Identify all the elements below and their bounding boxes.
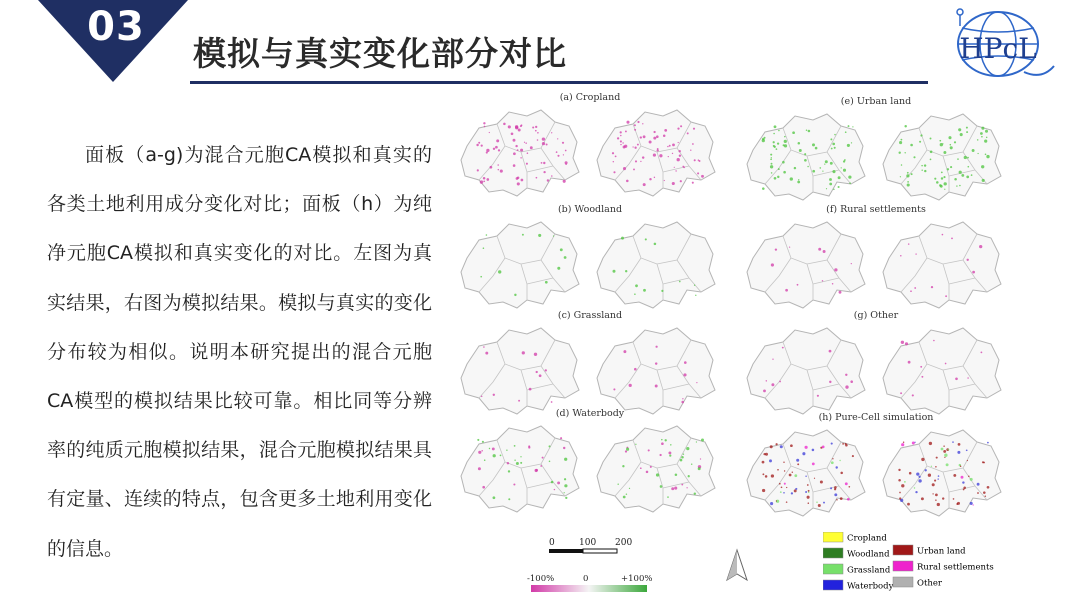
scale-bar xyxy=(545,536,655,558)
map-actual xyxy=(743,324,871,418)
legend-item xyxy=(893,577,943,589)
legend xyxy=(823,532,1023,598)
page-title: 模拟与真实变化部分对比 xyxy=(193,34,567,73)
map-actual xyxy=(457,218,585,312)
legend-swatch xyxy=(823,564,843,574)
logo-text xyxy=(959,32,1037,65)
color-bar xyxy=(525,572,655,598)
map-actual xyxy=(743,426,871,520)
comparison-figure xyxy=(455,92,1025,608)
legend-label: Woodland xyxy=(847,549,890,560)
map-actual xyxy=(457,422,585,516)
scale-tick-1: 100 xyxy=(579,538,597,548)
description-text: 面板（a-g)为混合元胞CA模拟和真实的各类土地利用成分变化对比；面板（h）为纯净元胞CA模拟和真实变化的对比。左图为真实结果，右图为模拟结果。模拟与真实的变化分布较为相似。说明本研究提出的混合元胞CA模型的模拟结果比较可靠。相比同等分辨率的纯质元胞模拟结果，混合元胞模拟结果具有定量、连续的特点，包含更多土地利用变化的信息。 xyxy=(47,144,432,560)
map-actual xyxy=(457,106,585,200)
map-simulated xyxy=(593,218,721,312)
figure-panel-b xyxy=(455,204,725,312)
legend-item xyxy=(823,548,890,560)
map-simulated xyxy=(879,324,1007,418)
figure-panel-a xyxy=(455,92,725,200)
map-simulated xyxy=(593,324,721,418)
panel-title: (g) Other xyxy=(853,310,899,321)
panel-title: (e) Urban land xyxy=(840,96,912,107)
panel-title: (b) Woodland xyxy=(557,204,623,215)
panel-title: (h) Pure-Cell simulation xyxy=(818,412,934,423)
legend-item xyxy=(823,564,891,576)
map-actual xyxy=(743,218,871,312)
map-actual xyxy=(743,110,871,204)
figure-panel-h xyxy=(741,412,1011,520)
legend-label: Rural settlements xyxy=(917,562,994,573)
legend-label: Waterbody xyxy=(847,581,894,592)
panel-title: (f) Rural settlements xyxy=(826,204,926,215)
legend-swatch xyxy=(893,577,913,587)
legend-swatch xyxy=(823,548,843,558)
figure-panel-f xyxy=(741,204,1011,312)
legend-label: Cropland xyxy=(847,533,887,544)
legend-item xyxy=(823,580,894,592)
legend-label: Grassland xyxy=(847,565,891,576)
map-simulated xyxy=(879,218,1007,312)
scale-tick-2: 200 xyxy=(615,538,633,548)
north-arrow-icon xyxy=(725,548,749,584)
logo-wordmark: HPcL xyxy=(959,32,1037,65)
legend-label: Other xyxy=(917,578,942,589)
legend-swatch xyxy=(823,580,843,590)
title-underline xyxy=(190,81,928,84)
figure-panel-c xyxy=(455,310,725,418)
figure-panel-g xyxy=(741,310,1011,418)
legend-swatch xyxy=(893,545,913,555)
section-number: 03 xyxy=(87,4,145,50)
map-simulated xyxy=(879,110,1007,204)
color-bar-max: +100% xyxy=(621,574,653,584)
map-simulated xyxy=(879,426,1007,520)
figure-panel-e xyxy=(741,96,1011,204)
legend-swatch xyxy=(893,561,913,571)
legend-item xyxy=(893,561,994,573)
panel-title: (d) Waterbody xyxy=(555,408,625,419)
map-simulated xyxy=(593,106,721,200)
panel-title: (a) Cropland xyxy=(559,92,621,103)
globe-logo-icon xyxy=(938,6,1056,86)
map-actual xyxy=(457,324,585,418)
scale-tick-0: 0 xyxy=(549,538,555,548)
map-simulated xyxy=(593,422,721,516)
legend-label: Urban land xyxy=(917,546,966,557)
panel-title: (c) Grassland xyxy=(557,310,623,321)
legend-swatch xyxy=(823,532,843,542)
legend-item xyxy=(893,545,966,557)
color-bar-min: -100% xyxy=(527,574,555,584)
color-bar-mid: 0 xyxy=(583,574,589,584)
legend-item xyxy=(823,532,887,544)
figure-panel-d xyxy=(455,408,725,516)
